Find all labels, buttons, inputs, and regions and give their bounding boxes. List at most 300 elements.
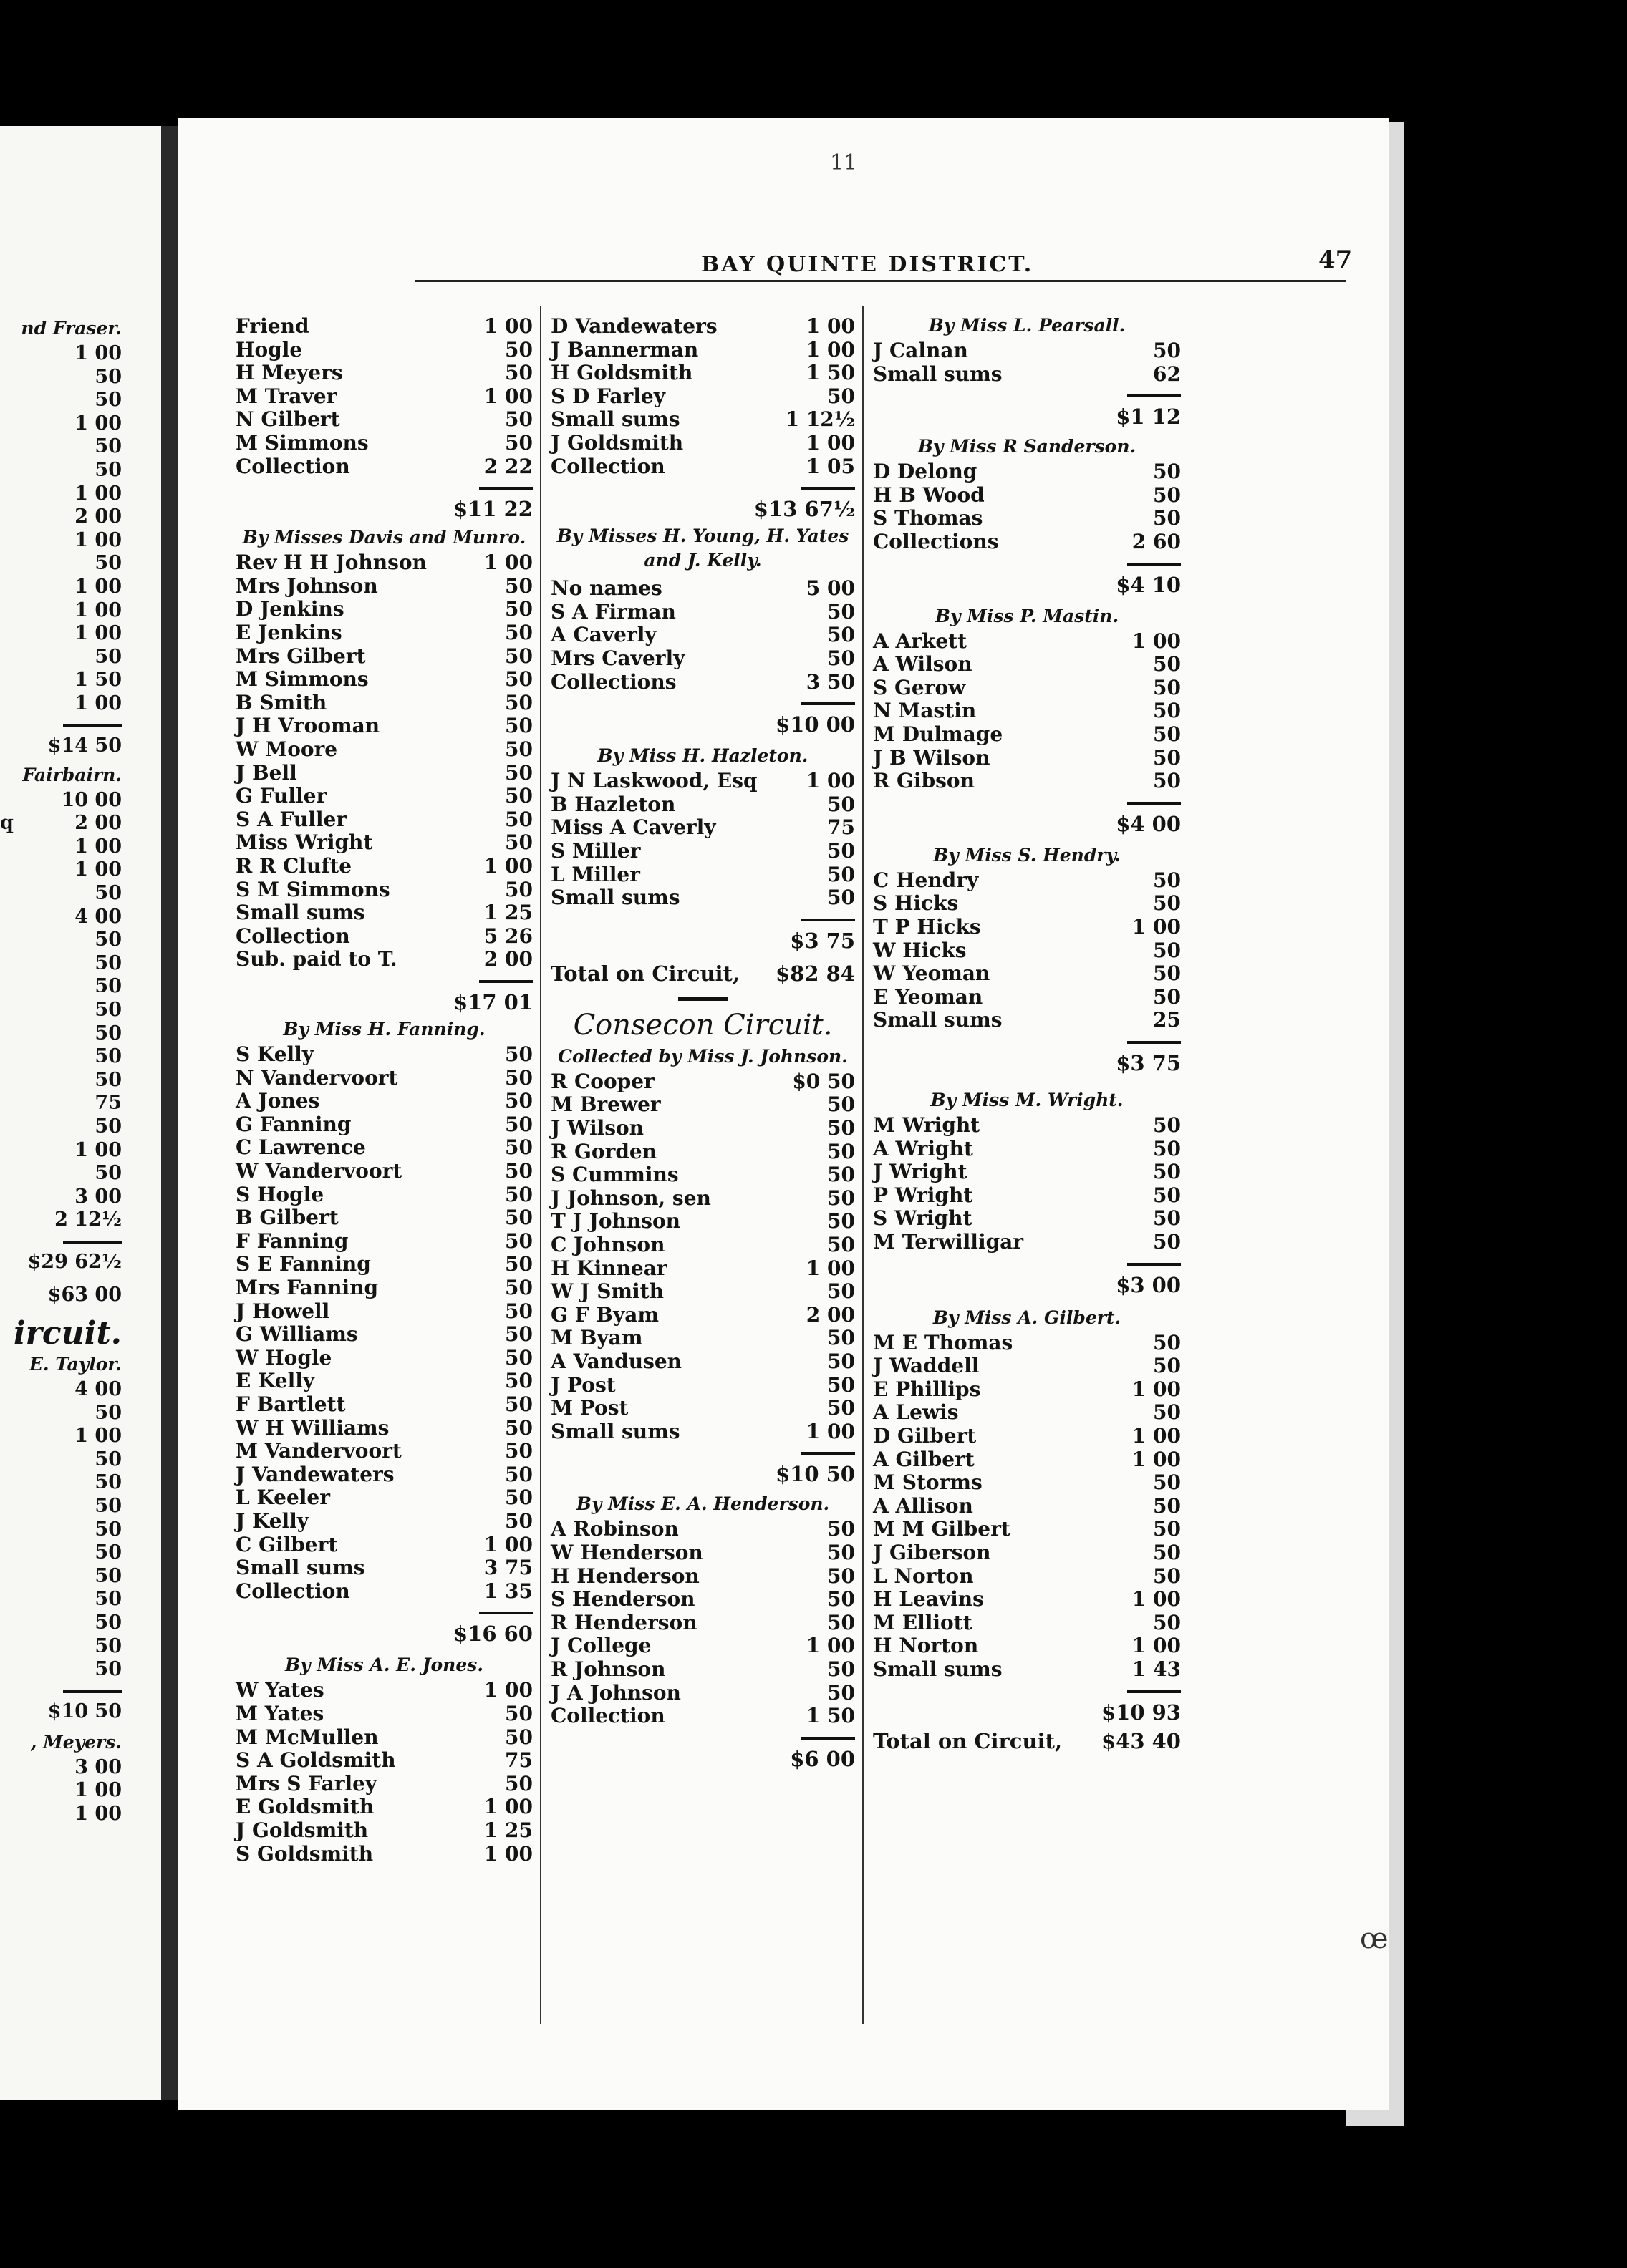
entry-amount: 50 — [95, 645, 122, 668]
entry-row — [551, 1682, 855, 1705]
entry-row — [0, 929, 122, 951]
section-heading: By Miss M. Wright. — [930, 1090, 1124, 1110]
entry-row — [236, 621, 533, 644]
entry-name: S Kelly — [236, 1042, 314, 1066]
entry-amount: 1 00 — [806, 337, 855, 362]
entry-name: H B Wood — [873, 483, 985, 507]
entry-amount: 50 — [505, 1462, 533, 1486]
entry-amount: 50 — [1153, 1493, 1181, 1518]
entry-name: S Thomas — [873, 506, 983, 530]
entry-row — [873, 1332, 1181, 1354]
circuit-total — [873, 1729, 1181, 1753]
entry-row — [873, 1565, 1181, 1588]
section-heading: By Misses H. Young, H. Yates — [556, 525, 849, 547]
entry-name: M Traver — [236, 384, 337, 408]
total-amount: $29 62½ — [27, 1251, 122, 1273]
entry-name: J A Johnson — [551, 1680, 681, 1705]
entry-row — [236, 1043, 533, 1066]
entry-row — [873, 339, 1181, 362]
entry-amount: 50 — [1153, 675, 1181, 699]
entry-row — [236, 1580, 533, 1603]
entry-name: N Gilbert — [236, 407, 340, 432]
entry-name: M Brewer — [551, 1092, 661, 1117]
entry-name: M Byam — [551, 1326, 643, 1350]
entry-row — [551, 671, 855, 694]
entry-amount: 50 — [505, 1725, 533, 1749]
entry-name: F Fanning — [236, 1228, 349, 1253]
entry-name: J B Wilson — [873, 745, 990, 770]
entry-amount: 50 — [95, 1588, 122, 1611]
entry-amount: 50 — [1153, 1517, 1181, 1541]
entry-row — [236, 1819, 533, 1842]
entry-amount: 50 — [827, 1396, 855, 1420]
entry-name: W Hicks — [873, 938, 967, 962]
entry-amount: 1 35 — [483, 1579, 533, 1603]
entry-row — [236, 1533, 533, 1556]
entry-row — [551, 1070, 855, 1093]
entry-name: M Post — [551, 1396, 629, 1420]
entry-amount: 1 00 — [483, 1795, 533, 1819]
entry-amount: 50 — [95, 1518, 122, 1541]
entry-amount: 50 — [827, 1372, 855, 1397]
entry-amount: 3 75 — [483, 1556, 533, 1580]
entry-row — [0, 1612, 122, 1634]
section-heading: By Miss S. Hendry. — [933, 844, 1121, 866]
entry-amount: 50 — [1153, 506, 1181, 530]
entry-row — [551, 1280, 855, 1303]
sum-rule — [801, 487, 855, 490]
entry-row — [551, 601, 855, 624]
total-amount: $10 93 — [1101, 1700, 1181, 1725]
entry-name: E Yeoman — [873, 984, 983, 1009]
entry-row — [0, 552, 122, 575]
entry-amount: 50 — [1153, 1610, 1181, 1634]
entry-name: P Wright — [873, 1183, 973, 1207]
entry-row — [236, 808, 533, 831]
entry-row — [551, 1397, 855, 1420]
section-heading: By Miss L. Pearsall. — [928, 315, 1126, 336]
top-mark: 11 — [830, 150, 858, 175]
entry-row — [551, 1210, 855, 1233]
entry-amount: 50 — [827, 1564, 855, 1588]
entry-name: A Wilson — [873, 652, 972, 677]
sum-rule — [63, 1690, 122, 1693]
entry-row — [0, 999, 122, 1022]
entry-amount: 1 00 — [806, 314, 855, 338]
entry-amount: 1 00 — [74, 576, 122, 598]
entry-row — [236, 831, 533, 854]
entry-amount: 1 00 — [1131, 1424, 1181, 1448]
entry-row — [873, 653, 1181, 676]
entry-amount: 1 43 — [1131, 1657, 1181, 1681]
entry-name: E Kelly — [236, 1369, 315, 1393]
entry-name: R R Clufte — [236, 854, 352, 878]
entry-row — [0, 1495, 122, 1518]
column-divider — [540, 306, 541, 2024]
entry-row — [0, 622, 122, 645]
entry-amount: 1 00 — [1131, 1634, 1181, 1658]
entry-amount: 50 — [505, 1702, 533, 1725]
entry-row — [873, 1425, 1181, 1448]
entry-amount: 50 — [505, 337, 533, 362]
entry-amount: 50 — [1153, 891, 1181, 916]
entry-amount: 1 25 — [483, 901, 533, 925]
sum-rule — [479, 487, 533, 490]
sum-rule — [801, 1737, 855, 1740]
entry-row — [236, 645, 533, 668]
entry-amount: 2 60 — [1131, 530, 1181, 553]
section-total — [551, 929, 855, 953]
entry-name: H Meyers — [236, 361, 343, 385]
entry-row — [0, 576, 122, 598]
entry-row — [236, 1090, 533, 1113]
entry-row — [551, 1234, 855, 1256]
entry-row — [551, 647, 855, 670]
entry-name: J Giberson — [873, 1541, 991, 1564]
entry-amount: 3 00 — [74, 1755, 122, 1778]
entry-amount: 50 — [505, 807, 533, 831]
entry-amount: 1 00 — [1131, 629, 1181, 653]
entry-row — [873, 1138, 1181, 1160]
entry-amount: 50 — [95, 1068, 122, 1091]
entry-amount: 50 — [827, 384, 855, 408]
entry-amount: 50 — [1153, 1400, 1181, 1425]
entry-row — [551, 1658, 855, 1681]
entry-name: A Jones — [236, 1089, 320, 1113]
entry-name: Mrs Gilbert — [236, 644, 366, 668]
entry-amount: 50 — [95, 1045, 122, 1068]
entry-name: B Gilbert — [236, 1206, 339, 1230]
section-total — [551, 497, 855, 521]
entry-row — [236, 408, 533, 431]
entry-amount: 50 — [505, 1392, 533, 1416]
section-heading: By Miss H. Fanning. — [283, 1019, 486, 1040]
entry-amount: 50 — [505, 1065, 533, 1090]
entry-name: M E Thomas — [873, 1330, 1013, 1354]
entry-row — [551, 455, 855, 478]
entry-name: M M Gilbert — [873, 1517, 1010, 1541]
entry-amount: 50 — [505, 1439, 533, 1463]
entry-row — [236, 1726, 533, 1749]
entry-row — [873, 1634, 1181, 1657]
entry-row — [873, 363, 1181, 386]
entry-name: G Fuller — [236, 784, 327, 808]
entry-amount: 50 — [1153, 1330, 1181, 1354]
entry-row — [0, 789, 122, 812]
entry-row — [873, 770, 1181, 793]
entry-row — [873, 1354, 1181, 1377]
entry-row — [0, 1402, 122, 1425]
entry-row — [236, 1417, 533, 1440]
entry-row — [236, 1323, 533, 1346]
entry-row — [0, 599, 122, 622]
entry-row — [873, 939, 1181, 962]
entry-row — [873, 1184, 1181, 1207]
entry-amount: 50 — [827, 1092, 855, 1117]
entry-name: S Henderson — [551, 1587, 695, 1612]
entry-name: J Bannerman — [551, 337, 699, 362]
entry-row — [873, 460, 1181, 483]
entry-row — [0, 975, 122, 998]
entry-amount: 1 50 — [806, 361, 855, 385]
entry-amount: 1 00 — [806, 769, 855, 793]
entry-amount: 1 00 — [483, 551, 533, 575]
entry-amount: 75 — [505, 1748, 533, 1773]
entry-amount: 50 — [95, 1564, 122, 1587]
entry-amount: 50 — [505, 784, 533, 808]
entry-name: Small sums — [551, 886, 680, 910]
circuit-total-amount: $43 40 — [1101, 1728, 1181, 1753]
entry-name: Sub. paid to T. — [236, 947, 397, 971]
total-amount: $4 00 — [1116, 811, 1181, 836]
entry-row — [236, 455, 533, 478]
entry-amount: 75 — [827, 815, 855, 840]
entry-row — [873, 869, 1181, 892]
entry-row — [873, 892, 1181, 915]
entry-row — [873, 699, 1181, 722]
section-total — [0, 1251, 122, 1275]
entry-amount: 50 — [505, 714, 533, 738]
entry-amount: 4 00 — [74, 905, 122, 928]
entry-amount: 50 — [95, 1658, 122, 1681]
entry-name: M Elliott — [873, 1610, 972, 1634]
entry-row — [0, 389, 122, 412]
entry-row — [236, 1136, 533, 1159]
entry-amount: 2 22 — [483, 454, 533, 478]
entry-row — [236, 315, 533, 338]
entry-name: W Moore — [236, 737, 338, 761]
section-total — [0, 1284, 122, 1308]
entry-name: S Hogle — [236, 1182, 324, 1206]
entry-name: B Hazleton — [551, 792, 676, 816]
total-amount: $1 12 — [1116, 404, 1181, 430]
entry-row — [0, 835, 122, 858]
entry-row — [873, 1541, 1181, 1564]
entry-amount: 62 — [1153, 362, 1181, 386]
entry-row — [0, 1756, 122, 1779]
entry-name: W Yates — [236, 1678, 324, 1702]
entry-name: S Cummins — [551, 1163, 679, 1187]
entry-row — [873, 1612, 1181, 1634]
entry-name: N Vandervoort — [236, 1065, 398, 1090]
entry-row — [0, 1541, 122, 1564]
entry-amount: 50 — [505, 1276, 533, 1299]
entry-amount: 50 — [827, 1541, 855, 1564]
entry-amount: 50 — [827, 1279, 855, 1304]
entry-row — [0, 1022, 122, 1045]
entry-name: L Keeler — [236, 1486, 330, 1510]
entry-row — [236, 855, 533, 878]
entry-amount: 50 — [827, 1209, 855, 1234]
entry-amount: 50 — [505, 1299, 533, 1323]
entry-name: Small sums — [873, 1008, 1003, 1032]
entry-name: S Gerow — [873, 675, 966, 699]
entry-row — [873, 1495, 1181, 1518]
entry-name: D Vandewaters — [551, 314, 718, 338]
entry-amount: 50 — [95, 882, 122, 904]
entry-row — [0, 505, 122, 528]
total-amount: $3 75 — [790, 928, 855, 953]
entry-name: A Lewis — [873, 1400, 959, 1425]
total-amount: $13 67½ — [753, 497, 855, 522]
entry-amount: 50 — [505, 1771, 533, 1796]
entry-amount: 50 — [1153, 1160, 1181, 1184]
entry-name: J N Laskwood, Esq — [551, 769, 758, 793]
entry-row — [0, 906, 122, 929]
page-header: BAY QUINTE DISTRICT. — [701, 252, 1034, 277]
entry-name: L Norton — [873, 1564, 974, 1588]
entry-name: A Arkett — [873, 629, 967, 653]
entry-row — [551, 1117, 855, 1140]
entry-amount: 3 00 — [74, 1185, 122, 1208]
entry-name: S A Goldsmith — [236, 1748, 396, 1773]
entry-name: J Wilson — [551, 1116, 644, 1140]
entry-name: A Allison — [873, 1493, 973, 1518]
entry-row — [551, 385, 855, 408]
entry-name: A Caverly — [551, 623, 657, 647]
entry-row — [0, 952, 122, 975]
total-amount: $63 00 — [47, 1284, 122, 1306]
entry-row — [236, 1843, 533, 1866]
entry-amount: 25 — [1153, 1008, 1181, 1032]
entry-row — [236, 785, 533, 808]
entry-name: G F Byam — [551, 1302, 659, 1327]
entry-amount: 50 — [827, 1680, 855, 1705]
entry-row — [0, 366, 122, 389]
entry-amount: 50 — [827, 1186, 855, 1210]
entry-amount: 5 26 — [483, 924, 533, 948]
entry-row — [873, 1231, 1181, 1254]
entry-name: J Johnson, sen — [551, 1186, 711, 1210]
entry-row — [873, 1518, 1181, 1541]
entry-row — [873, 507, 1181, 530]
entry-amount: 1 00 — [1131, 1447, 1181, 1471]
entry-row — [873, 986, 1181, 1009]
section-heading: By Misses Davis and Munro. — [242, 527, 526, 548]
entry-row — [236, 901, 533, 924]
entry-row — [0, 1208, 122, 1231]
entry-amount: 50 — [505, 407, 533, 432]
entry-row — [0, 1779, 122, 1802]
entry-name: H Kinnear — [551, 1256, 667, 1280]
entry-amount: 50 — [1153, 1564, 1181, 1588]
entry-name: Collection — [236, 1579, 350, 1603]
entry-amount: 50 — [1153, 1206, 1181, 1231]
entry-row — [873, 1378, 1181, 1401]
entry-name: H Henderson — [551, 1564, 700, 1588]
entry-name: Small sums — [236, 901, 365, 925]
entry-amount: 50 — [1153, 1113, 1181, 1137]
entry-name: Small sums — [873, 362, 1003, 386]
entry-name: W Hogle — [236, 1345, 332, 1370]
entry-name: A Gilbert — [873, 1447, 975, 1471]
entry-name: A Robinson — [551, 1517, 679, 1541]
entry-amount: 2 12½ — [54, 1208, 122, 1231]
entry-row — [0, 1425, 122, 1448]
header-rule — [415, 280, 1346, 282]
entry-row — [551, 863, 855, 886]
entry-amount: 50 — [827, 886, 855, 910]
entry-row — [0, 529, 122, 552]
entry-name: E Phillips — [873, 1377, 981, 1401]
entry-row — [0, 483, 122, 505]
entry-row — [551, 1565, 855, 1588]
entry-row — [551, 793, 855, 816]
section-total — [236, 990, 533, 1014]
entry-amount: 50 — [505, 760, 533, 785]
entry-row — [236, 1463, 533, 1486]
section-heading: Consecon Circuit. — [573, 1008, 833, 1042]
entry-row — [551, 1257, 855, 1280]
entry-name: Miss Wright — [236, 830, 373, 855]
entry-amount: 50 — [505, 597, 533, 621]
entry-row — [236, 878, 533, 901]
entry-amount: 50 — [95, 1495, 122, 1517]
entry-row — [551, 770, 855, 793]
entry-amount: 1 00 — [806, 431, 855, 455]
total-amount: $14 50 — [47, 734, 122, 757]
entry-amount: 2 00 — [483, 947, 533, 971]
entry-amount: 50 — [95, 365, 122, 388]
entry-row — [236, 1347, 533, 1370]
entry-row — [551, 1374, 855, 1397]
entry-prefix: q — [0, 812, 14, 835]
entry-amount: 2 00 — [74, 812, 122, 835]
entry-row — [551, 1588, 855, 1611]
entry-name: F Bartlett — [236, 1392, 346, 1416]
total-amount: $10 00 — [776, 712, 855, 737]
entry-row — [551, 577, 855, 600]
entry-name: S Hicks — [873, 891, 959, 916]
entry-amount: 50 — [505, 1322, 533, 1347]
entry-amount: 50 — [505, 621, 533, 644]
entry-name: T J Johnson — [551, 1209, 681, 1234]
entry-name: J Post — [551, 1372, 616, 1397]
entry-row — [873, 747, 1181, 770]
section-total — [873, 404, 1181, 429]
entry-name: N Mastin — [873, 699, 977, 723]
entry-name: M Vandervoort — [236, 1439, 402, 1463]
total-amount: $17 01 — [453, 990, 533, 1014]
entry-amount: 50 — [1153, 1136, 1181, 1160]
sum-rule — [63, 724, 122, 727]
entry-name: Friend — [236, 314, 309, 338]
entry-amount: 50 — [95, 1401, 122, 1424]
entry-row — [0, 692, 122, 715]
entry-amount: 50 — [505, 1182, 533, 1206]
entry-name: J Bell — [236, 760, 297, 785]
entry-name: Collection — [236, 454, 350, 478]
section-heading: By Miss R Sanderson. — [917, 436, 1136, 457]
entry-name: Collections — [551, 669, 677, 694]
entry-amount: 1 00 — [74, 1138, 122, 1161]
entry-name: R Gorden — [551, 1139, 657, 1163]
entry-row — [551, 1327, 855, 1349]
entry-amount: 50 — [1153, 938, 1181, 962]
entry-amount: 50 — [95, 459, 122, 481]
entry-name: S A Fuller — [236, 807, 347, 831]
total-amount: $3 75 — [1116, 1051, 1181, 1075]
entry-name: C Gilbert — [236, 1532, 338, 1556]
entry-amount: 1 00 — [806, 1634, 855, 1658]
entry-row — [236, 575, 533, 598]
entry-name: S Goldsmith — [236, 1841, 374, 1866]
entry-row — [873, 1114, 1181, 1137]
entry-amount: 50 — [505, 573, 533, 598]
entry-row — [551, 1093, 855, 1116]
entry-name: Hogle — [236, 337, 303, 362]
entry-row — [236, 432, 533, 455]
